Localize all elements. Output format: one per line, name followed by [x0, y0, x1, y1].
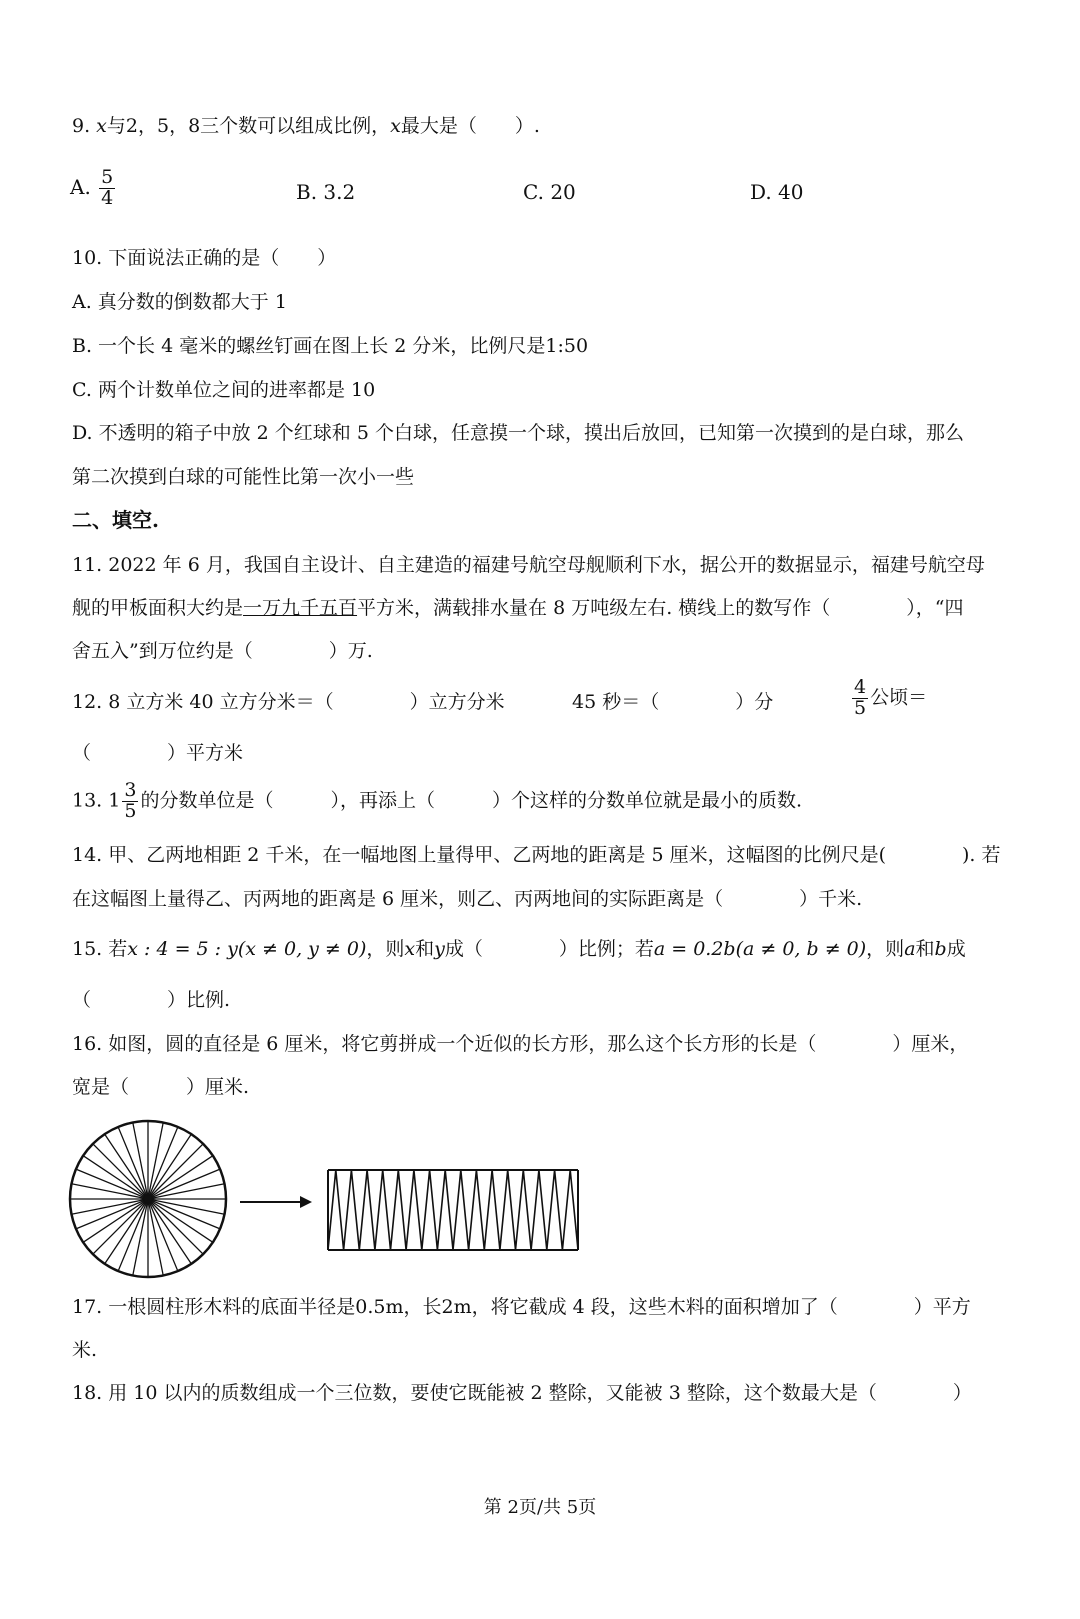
q16-line2: 宽是（ ）厘米. — [72, 1076, 250, 1098]
q17-line2: 米. — [72, 1339, 98, 1361]
q12-part1: 12. 8 立方米 40 立方分米＝（ ）立方分米 — [72, 691, 505, 713]
q12-line2: （ ）平方米 — [72, 742, 244, 764]
q11-line2: 舰的甲板面积大约是一万九千五百平方米，满载排水量在 8 万吨级左右. 横线上的数写作（ ），“四 — [72, 597, 964, 619]
circle-sectors-figure — [68, 1119, 228, 1279]
approximate-rectangle-figure — [326, 1168, 580, 1252]
q18-line: 18. 用 10 以内的质数组成一个三位数，要使它既能被 2 整除，又能被 3 整除，这个数最大是（ ） — [72, 1382, 972, 1404]
q9-option-d: D. 40 — [750, 180, 804, 204]
q15-line1: 15. 若x : 4 = 5 : y(x ≠ 0, y ≠ 0)，则x和y成（ ）比例；若a = 0.2b(a ≠ 0, b ≠ 0)，则a和b成 — [72, 938, 966, 960]
arrow-icon — [240, 1192, 312, 1212]
q12-fraction: $\frac{4}{5}$ — [854, 676, 867, 719]
page-number-footer: 第 2页/共 5页 — [483, 1497, 597, 1518]
q11-line3: 舍五入”到万位约是（ ）万. — [72, 640, 373, 662]
q10-stem: 10. 下面说法正确的是（ ） — [72, 247, 337, 269]
q10-option-b: B. 一个长 4 毫米的螺丝钉画在图上长 2 分米，比例尺是1:50 — [72, 335, 589, 357]
q15-math2: a = 0.2b(a ≠ 0, b ≠ 0) — [653, 938, 867, 960]
q10-option-c: C. 两个计数单位之间的进率都是 10 — [72, 379, 376, 401]
q15-line2: （ ）比例. — [72, 989, 231, 1011]
q14-line2: 在这幅图上量得乙、丙两地的距离是 6 厘米，则乙、丙两地间的实际距离是（ ）千米. — [72, 888, 863, 910]
q13-line: 13. 1 $\frac{3}{5}$ 的分数单位是（ ），再添上（ ）个这样的分数单位就是最小的质数. — [72, 779, 802, 822]
q9-option-a: A. $\frac{5}{4}$ — [70, 166, 114, 209]
q11-underlined-number: 一万九千五百 — [243, 597, 358, 619]
q13-mixed-fraction: $\frac{3}{5}$ — [124, 779, 137, 822]
q10-option-a: A. 真分数的倒数都大于 1 — [72, 291, 287, 313]
q9-option-c: C. 20 — [523, 180, 576, 204]
q10-option-d-line2: 第二次摸到白球的可能性比第一次小一些 — [72, 466, 415, 488]
q12-part3: $\frac{4}{5}$ 公顷＝ — [854, 676, 928, 719]
q12-part2: 45 秒＝（ ）分 — [572, 691, 774, 713]
q10-option-d-line1: D. 不透明的箱子中放 2 个红球和 5 个白球，任意摸一个球，摸出后放回，已知第一次摸到的是白球，那么 — [72, 422, 964, 444]
section-heading: 二、填空. — [72, 508, 159, 532]
q14-line1: 14. 甲、乙两地相距 2 千米，在一幅地图上量得甲、乙两地的距离是 5 厘米，这幅图的比例尺是( ). 若 — [72, 844, 1001, 866]
q9-stem: 9. x与2，5，8三个数可以组成比例，x最大是（ ）. — [72, 115, 540, 137]
q9-option-b: B. 3.2 — [296, 180, 356, 204]
q16-line1: 16. 如图，圆的直径是 6 厘米，将它剪拼成一个近似的长方形，那么这个长方形的长是（ ）厘米， — [72, 1033, 969, 1055]
q15-math1: x : 4 = 5 : y(x ≠ 0, y ≠ 0) — [127, 938, 367, 960]
q17-line1: 17. 一根圆柱形木料的底面半径是0.5m，长2m，将它截成 4 段，这些木料的面积增加了（ ）平方 — [72, 1296, 971, 1318]
q11-line1: 11. 2022 年 6 月，我国自主设计、自主建造的福建号航空母舰顺利下水，据公开的数据显示，福建号航空母 — [72, 554, 985, 576]
q9-option-a-fraction: $\frac{5}{4}$ — [101, 166, 114, 209]
